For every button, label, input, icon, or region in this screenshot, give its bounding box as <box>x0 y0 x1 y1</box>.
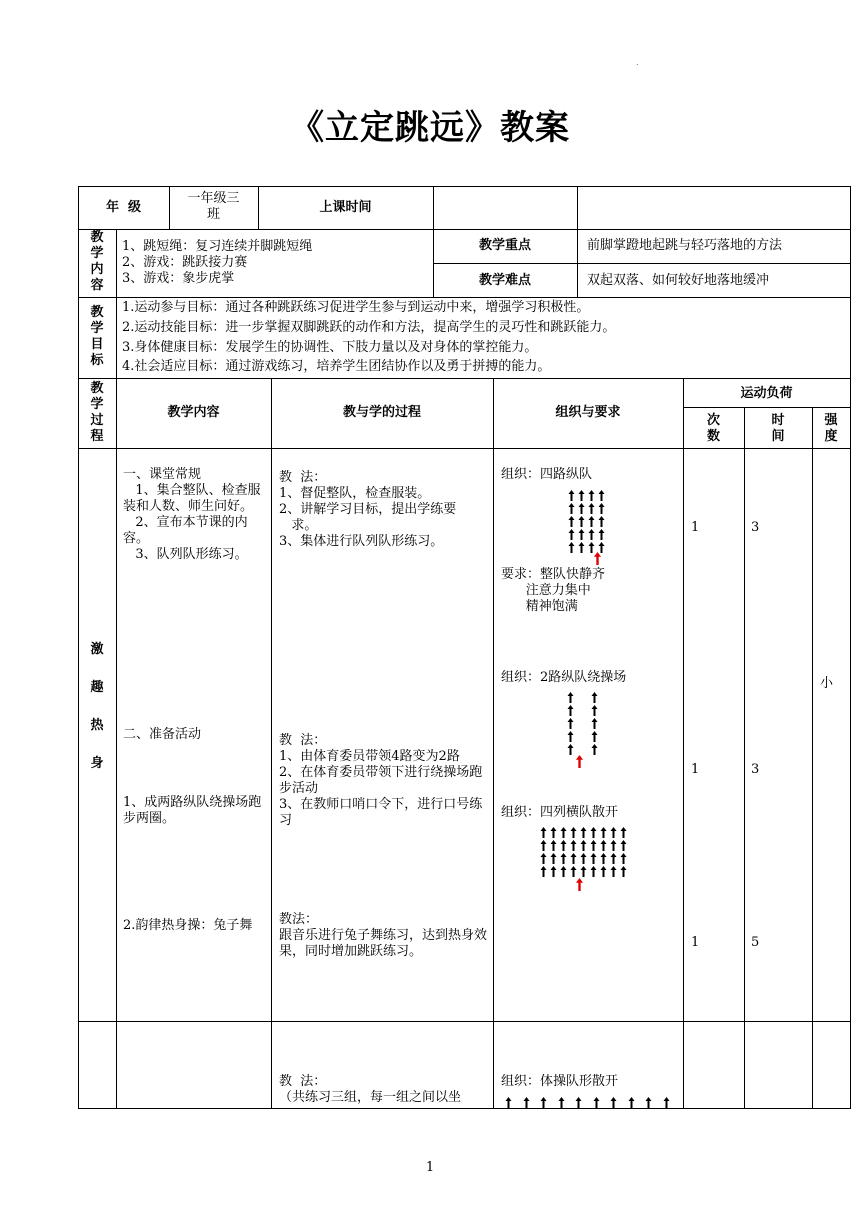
student-marker <box>558 1093 565 1104</box>
col-org-header: 组织与要求 <box>555 405 621 420</box>
student-marker <box>567 727 574 738</box>
warmup-section-label: 激 趣 热 身 <box>90 642 104 771</box>
goal-item: 2.运动技能目标：进一步掌握双脚跳跃的动作和方法，提高学生的灵巧性和跳跃能力。 <box>122 320 616 335</box>
student-marker <box>570 862 577 873</box>
goals-label: 教 学 目 标 <box>90 305 104 368</box>
student-marker <box>523 1093 530 1104</box>
student-marker <box>598 525 605 536</box>
grade-value: 一年级三 班 <box>187 191 240 222</box>
student-marker <box>588 512 595 523</box>
student-marker <box>540 849 547 860</box>
student-marker <box>560 849 567 860</box>
duration-value: 3 <box>751 520 760 535</box>
student-marker <box>540 862 547 873</box>
key-point-label: 教学重点 <box>478 238 531 253</box>
student-marker <box>570 836 577 847</box>
student-marker <box>588 499 595 510</box>
student-marker <box>578 486 585 497</box>
student-marker <box>610 836 617 847</box>
student-marker <box>593 1093 600 1104</box>
student-marker <box>567 714 574 725</box>
warmup-content-prep: 二、准备活动 <box>123 727 202 742</box>
goal-item: 4.社会适应目标：通过游戏练习，培养学生团结协作以及勇于拼搏的能力。 <box>122 359 551 374</box>
next-org: 组织：体操队形散开 <box>501 1074 619 1089</box>
student-marker <box>550 836 557 847</box>
student-marker <box>598 512 605 523</box>
student-marker <box>570 823 577 834</box>
student-marker <box>560 862 567 873</box>
student-marker <box>540 823 547 834</box>
student-marker <box>600 849 607 860</box>
student-marker <box>568 499 575 510</box>
student-marker <box>663 1093 670 1104</box>
student-marker <box>560 836 567 847</box>
warmup-org-1: 组织：四路纵队 <box>501 467 593 482</box>
student-marker <box>568 525 575 536</box>
student-marker <box>580 823 587 834</box>
goal-item: 3.身体健康目标：发展学生的协调性、下肢力量以及对身体的掌控能力。 <box>122 340 538 355</box>
student-marker <box>610 862 617 873</box>
student-marker <box>580 849 587 860</box>
warmup-content-routine: 一、课堂常规 1、集合整队、检查服装和人数、师生问好。 2、宣布本节课的内容。 3、队列队形练习。 <box>123 467 261 562</box>
student-marker <box>590 823 597 834</box>
teacher-marker <box>575 876 584 889</box>
student-marker <box>578 499 585 510</box>
teacher-marker <box>575 753 584 766</box>
student-marker <box>600 862 607 873</box>
times-value: 1 <box>691 520 700 535</box>
warmup-org-2: 组织：2路纵队绕操场 <box>501 670 627 685</box>
student-marker <box>591 701 598 712</box>
page-number: 1 <box>425 1160 435 1175</box>
student-marker <box>567 701 574 712</box>
student-marker <box>628 1093 635 1104</box>
col-intensity-header: 强 度 <box>824 413 838 444</box>
teacher-marker <box>593 550 602 563</box>
student-marker <box>550 849 557 860</box>
student-marker <box>550 823 557 834</box>
student-marker <box>550 862 557 873</box>
intensity-value: 小 <box>820 676 834 691</box>
grade-label: 年 级 <box>105 200 142 215</box>
time-label: 上课时间 <box>319 200 372 215</box>
warmup-org-3: 组织：四列横队散开 <box>501 805 619 820</box>
student-marker <box>600 836 607 847</box>
student-marker <box>590 849 597 860</box>
student-marker <box>568 538 575 549</box>
student-marker <box>580 862 587 873</box>
student-marker <box>567 740 574 751</box>
difficulty-label: 教学难点 <box>478 273 531 288</box>
student-marker <box>620 849 627 860</box>
student-marker <box>590 836 597 847</box>
student-marker <box>578 525 585 536</box>
student-marker <box>610 849 617 860</box>
student-marker <box>590 862 597 873</box>
col-times-header: 次 数 <box>706 413 720 444</box>
page-title: 《立定跳远》教案 <box>290 108 570 148</box>
student-marker <box>598 538 605 549</box>
student-marker <box>540 836 547 847</box>
student-marker <box>568 512 575 523</box>
col-content-header: 教学内容 <box>167 405 220 420</box>
warmup-method-2: 教 法： 1、由体育委员带领4路变为2路 2、在体育委员带领下进行绕操场跑步活动 3、在教师口哨口令下，进行口号练习 <box>279 733 483 828</box>
student-marker <box>578 512 585 523</box>
student-marker <box>591 740 598 751</box>
student-marker <box>620 862 627 873</box>
page-dot: . <box>636 58 639 67</box>
content-items: 1、跳短绳：复习连续并脚跳短绳 2、游戏：跳跃接力赛 3、游戏：象步虎掌 <box>122 239 313 286</box>
col-load-header: 运动负荷 <box>740 386 793 401</box>
col-duration-header: 时 间 <box>771 413 785 444</box>
student-marker <box>600 823 607 834</box>
duration-value: 3 <box>751 762 760 777</box>
col-method-header: 教与学的过程 <box>342 405 421 420</box>
student-marker <box>645 1093 652 1104</box>
process-label: 教 学 过 程 <box>90 381 104 444</box>
key-point-value: 前脚掌蹬地起跳与轻巧落地的方法 <box>587 238 783 253</box>
student-marker <box>591 688 598 699</box>
student-marker <box>575 1093 582 1104</box>
student-marker <box>588 486 595 497</box>
warmup-requirements: 要求：整队快静齐 注意力集中 精神饱满 <box>501 567 606 614</box>
student-marker <box>570 849 577 860</box>
times-value: 1 <box>691 935 700 950</box>
student-marker <box>610 823 617 834</box>
warmup-method-1: 教 法： 1、督促整队，检查服装。 2、讲解学习目标，提出学练要 求。 3、集体进行队列队形练习。 <box>279 470 457 549</box>
student-marker <box>588 525 595 536</box>
warmup-method-3: 教法： 跟音乐进行兔子舞练习，达到热身效果，同时增加跳跃练习。 <box>279 912 488 959</box>
student-marker <box>560 823 567 834</box>
student-marker <box>598 486 605 497</box>
student-marker <box>567 688 574 699</box>
duration-value: 5 <box>751 935 760 950</box>
student-marker <box>578 538 585 549</box>
goal-item: 1.运动参与目标：通过各种跳跃练习促进学生参与到运动中来，增强学习积极性。 <box>122 300 590 315</box>
student-marker <box>568 486 575 497</box>
student-marker <box>591 714 598 725</box>
times-value: 1 <box>691 762 700 777</box>
student-marker <box>598 499 605 510</box>
warmup-content-run: 1、成两路纵队绕操场跑步两圈。 <box>123 795 262 826</box>
student-marker <box>588 538 595 549</box>
difficulty-value: 双起双落、如何较好地落地缓冲 <box>587 273 770 288</box>
student-marker <box>591 727 598 738</box>
next-method: 教 法： （共练习三组，每一组之间以坐 <box>279 1074 462 1105</box>
content-label: 教 学 内 容 <box>90 230 104 293</box>
student-marker <box>505 1093 512 1104</box>
student-marker <box>620 823 627 834</box>
warmup-content-dance: 2.韵律热身操：兔子舞 <box>123 918 253 933</box>
student-marker <box>540 1093 547 1104</box>
student-marker <box>580 836 587 847</box>
student-marker <box>610 1093 617 1104</box>
student-marker <box>620 836 627 847</box>
